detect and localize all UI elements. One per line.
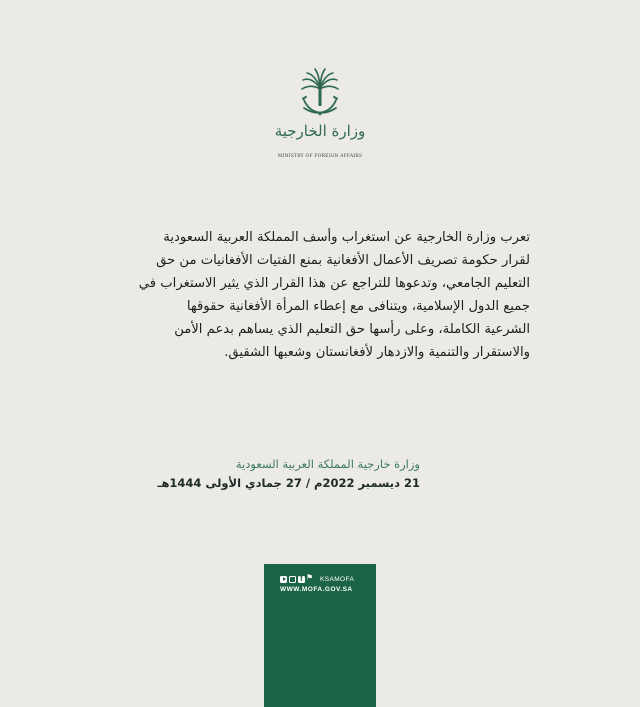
statement-body [110,226,530,364]
signature-org: وزارة خارجية المملكة العربية السعودية [235,457,420,471]
website-link[interactable]: WWW.MOFA.GOV.SA [280,586,353,593]
twitter-icon[interactable] [307,576,315,583]
youtube-icon[interactable] [280,576,287,583]
statement-line: والاستقرار والتنمية والازدهار لأفغانستان وشعبها الشقيق. [224,345,530,360]
social-row [280,574,354,584]
footer-panel [264,564,376,707]
signature-block [157,455,420,493]
facebook-icon[interactable] [298,576,305,583]
statement-line: تعرب وزارة الخارجية عن استغراب وأسف المملكة العربية السعودية [163,230,530,245]
statement-line: الشرعية الكاملة، وعلى رأسها حق التعليم الذي يساهم بدعم الأمن [174,322,530,337]
saudi-emblem-icon [298,68,342,120]
statement-line: لقرار حكومة تصريف الأعمال الأفغانية بمنع الفتيات الأفغانيات من حق [156,253,530,268]
social-handle[interactable]: KSAMOFA [320,575,355,583]
signature-date: 21 ديسمبر 2022م / 27 جمادي الأولى 1444هـ [157,476,420,490]
statement-line: جميع الدول الإسلامية، ويتنافى مع إعطاء المرأة الأفغانية حقوقها [186,299,530,314]
statement-line: التعليم الجامعي، وتدعوها للتراجع عن هذا القرار الذي يثير الاستغراب في [138,276,530,291]
instagram-icon[interactable] [289,576,296,583]
ministry-name-arabic: وزارة الخارجية [274,122,366,140]
ministry-name-english: MINISTRY OF FOREIGN AFFAIRS [277,154,363,159]
ministry-logo [270,68,370,168]
